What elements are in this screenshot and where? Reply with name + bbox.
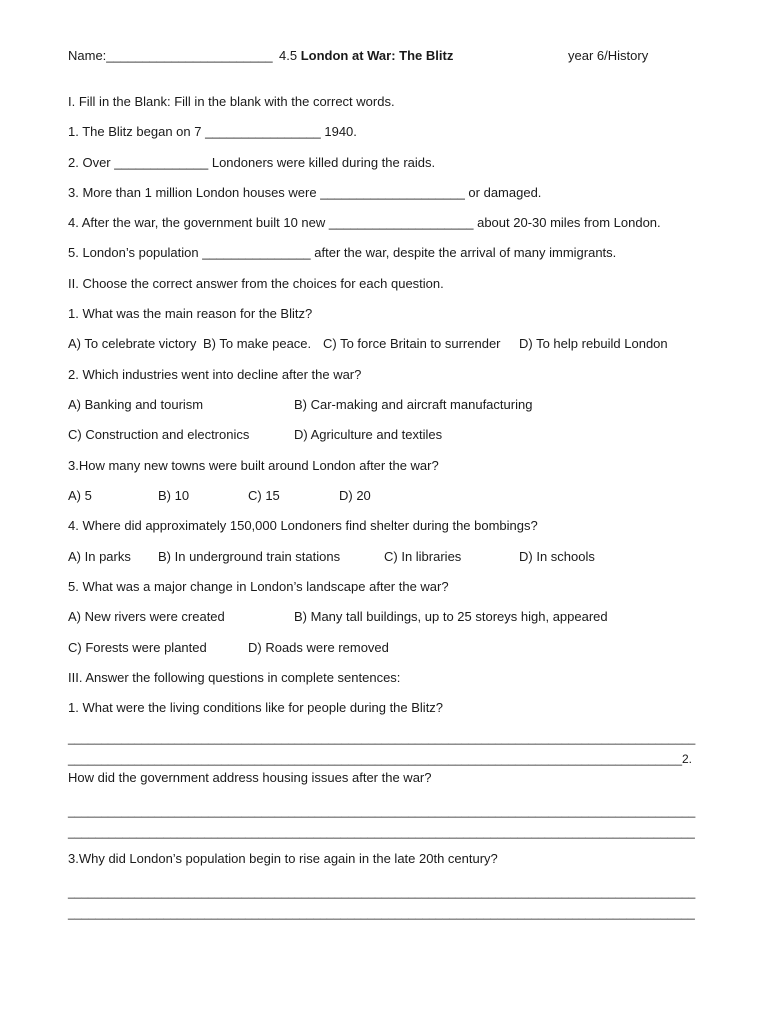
mc-question-3: 3.How many new towns were built around London after the war? xyxy=(68,458,439,473)
open-question-2: How did the government address housing issues after the war? xyxy=(68,770,432,785)
title-text: London at War: The Blitz xyxy=(300,48,454,63)
mc-question-2: 2. Which industries went into decline after the war? xyxy=(68,367,362,382)
q5-option-c: C) Forests were planted xyxy=(68,640,207,655)
title-number: 4.5 xyxy=(279,48,298,63)
q5-option-a: A) New rivers were created xyxy=(68,609,225,624)
q2-option-c: C) Construction and electronics xyxy=(68,427,250,442)
year-subject: year 6/History xyxy=(568,48,649,63)
q2-option-d: D) Agriculture and textiles xyxy=(294,427,443,442)
mc-question-4: 4. Where did approximately 150,000 Londoners find shelter during the bombings? xyxy=(68,518,538,533)
mc-question-5: 5. What was a major change in London’s landscape after the war? xyxy=(68,579,449,594)
mc-question-1: 1. What was the main reason for the Blitz? xyxy=(68,306,313,321)
fill-blank-item-4: 4. After the war, the government built 10 new ____________________ about 20-30 miles from London. xyxy=(68,215,661,230)
q3-option-a: A) 5 xyxy=(68,488,92,503)
q1-option-b: B) To make peace. xyxy=(203,336,312,351)
q1-option-d: D) To help rebuild London xyxy=(519,336,668,351)
answer-line: ____________________________________________________________________________________________ xyxy=(68,906,695,920)
fill-blank-item-3: 3. More than 1 million London houses were ____________________ or damaged. xyxy=(68,185,542,200)
q4-option-c: C) In libraries xyxy=(384,549,462,564)
q3-option-b: B) 10 xyxy=(158,488,190,503)
q1-option-c: C) To force Britain to surrender xyxy=(323,336,501,351)
q3-option-c: C) 15 xyxy=(248,488,280,503)
answer-line: ____________________________________________________________________________________________2. xyxy=(68,752,692,766)
q5-option-d: D) Roads were removed xyxy=(248,640,389,655)
fill-blank-item-1: 1. The Blitz began on 7 ________________ 1940. xyxy=(68,124,357,139)
answer-line: ____________________________________________________________________________________________ xyxy=(68,825,695,839)
q2-option-b: B) Car-making and aircraft manufacturing xyxy=(294,397,533,412)
open-question-1: 1. What were the living conditions like for people during the Blitz? xyxy=(68,700,444,715)
q1-option-a: A) To celebrate victory xyxy=(68,336,197,351)
q4-option-d: D) In schools xyxy=(519,549,595,564)
section3-heading: III. Answer the following questions in complete sentences: xyxy=(68,670,401,685)
section2-heading: II. Choose the correct answer from the choices for each question. xyxy=(68,276,444,291)
q4-option-a: A) In parks xyxy=(68,549,131,564)
answer-line: ______________________________________________________________________________________________ xyxy=(68,885,696,899)
q3-option-d: D) 20 xyxy=(339,488,371,503)
answer-line: ______________________________________________________________________________________________ xyxy=(68,731,696,745)
fill-blank-item-5: 5. London’s population _______________ after the war, despite the arrival of many immigrants. xyxy=(68,245,617,260)
q5-option-b: B) Many tall buildings, up to 25 storeys high, appeared xyxy=(294,609,608,624)
open-question-3: 3.Why did London’s population begin to rise again in the late 20th century? xyxy=(68,851,498,866)
q4-option-b: B) In underground train stations xyxy=(158,549,341,564)
answer-line: ______________________________________________________________________________________________ xyxy=(68,804,696,818)
fill-blank-item-2: 2. Over _____________ Londoners were killed during the raids. xyxy=(68,155,436,170)
name-field: Name:_______________________ xyxy=(68,48,273,63)
section1-heading: I. Fill in the Blank: Fill in the blank with the correct words. xyxy=(68,94,395,109)
q2-option-a: A) Banking and tourism xyxy=(68,397,204,412)
worksheet-title xyxy=(279,48,453,64)
